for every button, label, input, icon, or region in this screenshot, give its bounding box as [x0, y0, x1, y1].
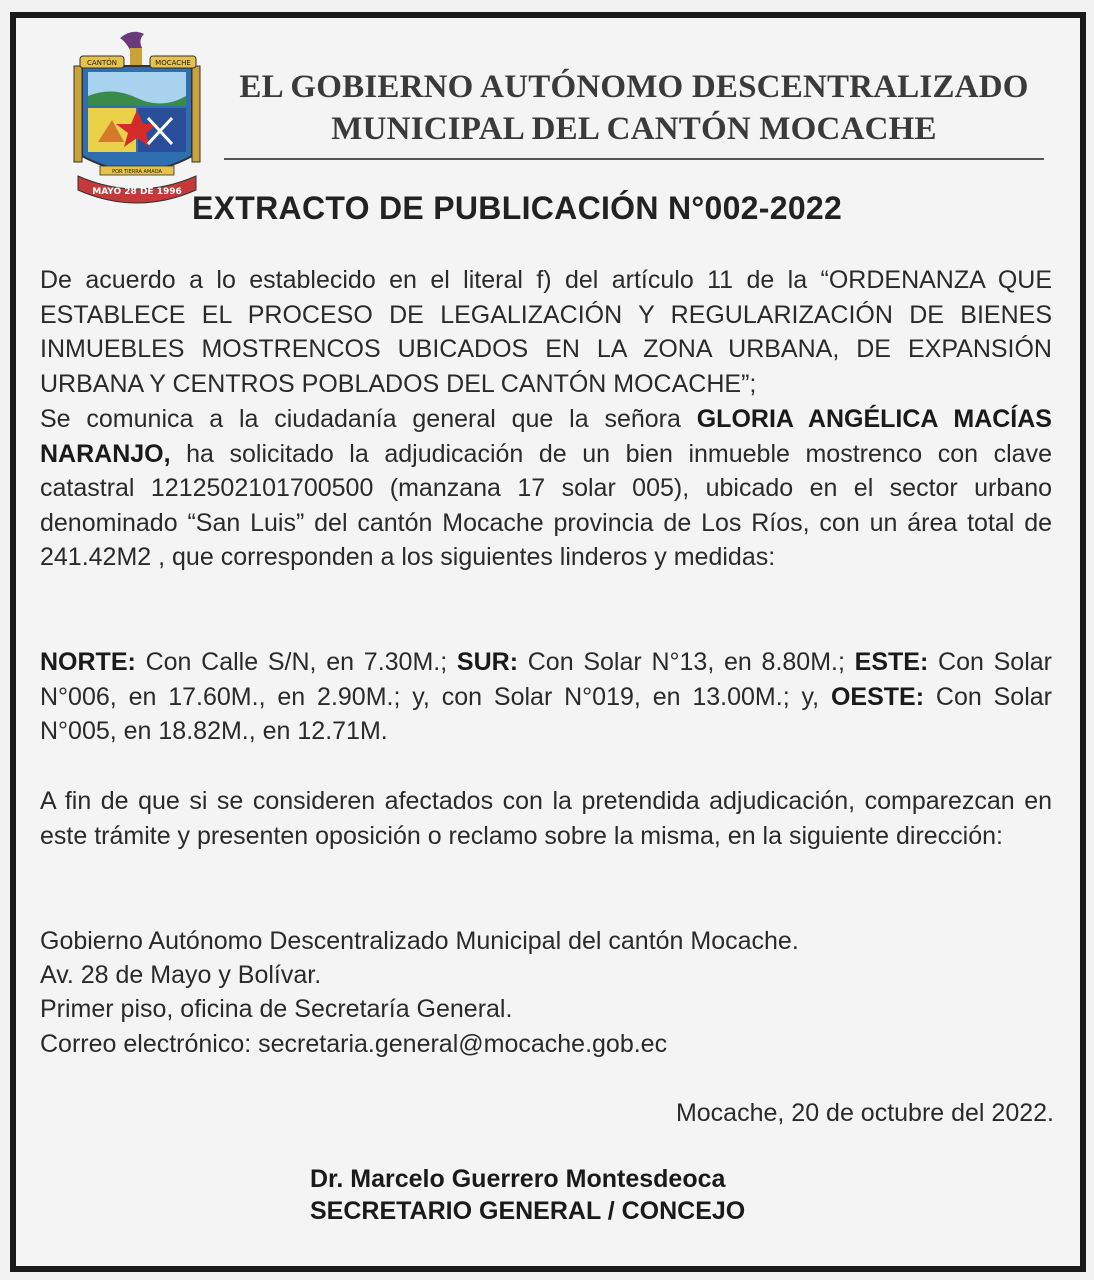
header-title-line1: EL GOBIERNO AUTÓNOMO DESCENTRALIZADO [239, 69, 1029, 105]
seal-top-left-text: CANTÓN [87, 59, 117, 67]
signatory-role: SECRETARIO GENERAL / CONCEJO [310, 1197, 746, 1225]
document-date: Mocache, 20 de octubre del 2022. [675, 1099, 1054, 1127]
intro-paragraph: De acuerdo a lo establecido en el literal f) del artículo 11 de la “ORDENANZA QUE ESTABLECE EL PROCESO DE LEGALIZACIÓN Y REGULARIZACIÓN DE BIENES INMUEBLES MOSTRENCOS UBICADOS EN LA ZONA URBANA, DE EXPANSIÓN URBANA Y CENTROS POBLADOS DEL CANTÓN MOCACHE”; [40, 266, 1052, 398]
applicant-name: GLORIA ANGÉLICA MACÍAS NARANJO, [40, 405, 1052, 468]
address-line-4: Correo electrónico: secretaria.general@mocache.gob.ec [40, 1030, 668, 1058]
document-title: EXTRACTO DE PUBLICACIÓN N°002-2022 [192, 190, 843, 226]
address-line-1: Gobierno Autónomo Descentralizado Municipal del cantón Mocache. [40, 927, 799, 955]
north-label: NORTE: [40, 648, 136, 676]
municipal-seal-emblem [72, 26, 202, 204]
south-text: Con Solar N°13, en 8.80M.; [518, 648, 855, 676]
boundaries-paragraph [40, 645, 1052, 749]
objection-paragraph: A fin de que si se consideren afectados con la pretendida adjudicación, comparezcan en este trámite y presenten oposición o reclamo sobre la misma, en la siguiente dirección: [40, 787, 1052, 850]
signatory-name: Dr. Marcelo Guerrero Montesdeoca [310, 1165, 726, 1193]
notice-text-before: Se comunica a la ciudadanía general que la señora [40, 405, 697, 433]
east-text: Con Solar N°006, en 17.60M., en 2.90M.; y, con Solar N°019, en 13.00M.; y, [40, 648, 1052, 711]
west-label: OESTE: [830, 682, 925, 711]
notice-text-after: ha solicitado la adjudicación de un bien inmueble mostrenco con clave catastral 1212502101700500 (manzana 17 solar 005), ubicado en el sector urbano denominado “San Luis” del cantón Mocache provincia de Los Ríos, con un área total de 241.42M2 , que corresponden a los siguientes linderos y medidas: [40, 439, 1052, 572]
south-label: SUR: [456, 648, 519, 676]
header-title-line2: MUNICIPAL DEL CANTÓN MOCACHE [331, 111, 937, 147]
seal-top-right-text: MOCACHE [155, 59, 191, 67]
seal-ribbon-text: MAYO 28 DE 1996 [92, 187, 182, 197]
address-line-2: Av. 28 de Mayo y Bolívar. [40, 961, 322, 989]
seal-motto: POR TIERRA AMADA [112, 169, 162, 175]
notice-paragraph [40, 402, 1052, 575]
east-label: ESTE: [854, 648, 929, 676]
west-text: Con Solar N°005, en 18.82M., en 12.71M. [40, 682, 1052, 746]
north-text: Con Calle S/N, en 7.30M.; [135, 648, 457, 676]
header-divider [224, 158, 1044, 160]
address-line-3: Primer piso, oficina de Secretaría General. [40, 995, 513, 1023]
